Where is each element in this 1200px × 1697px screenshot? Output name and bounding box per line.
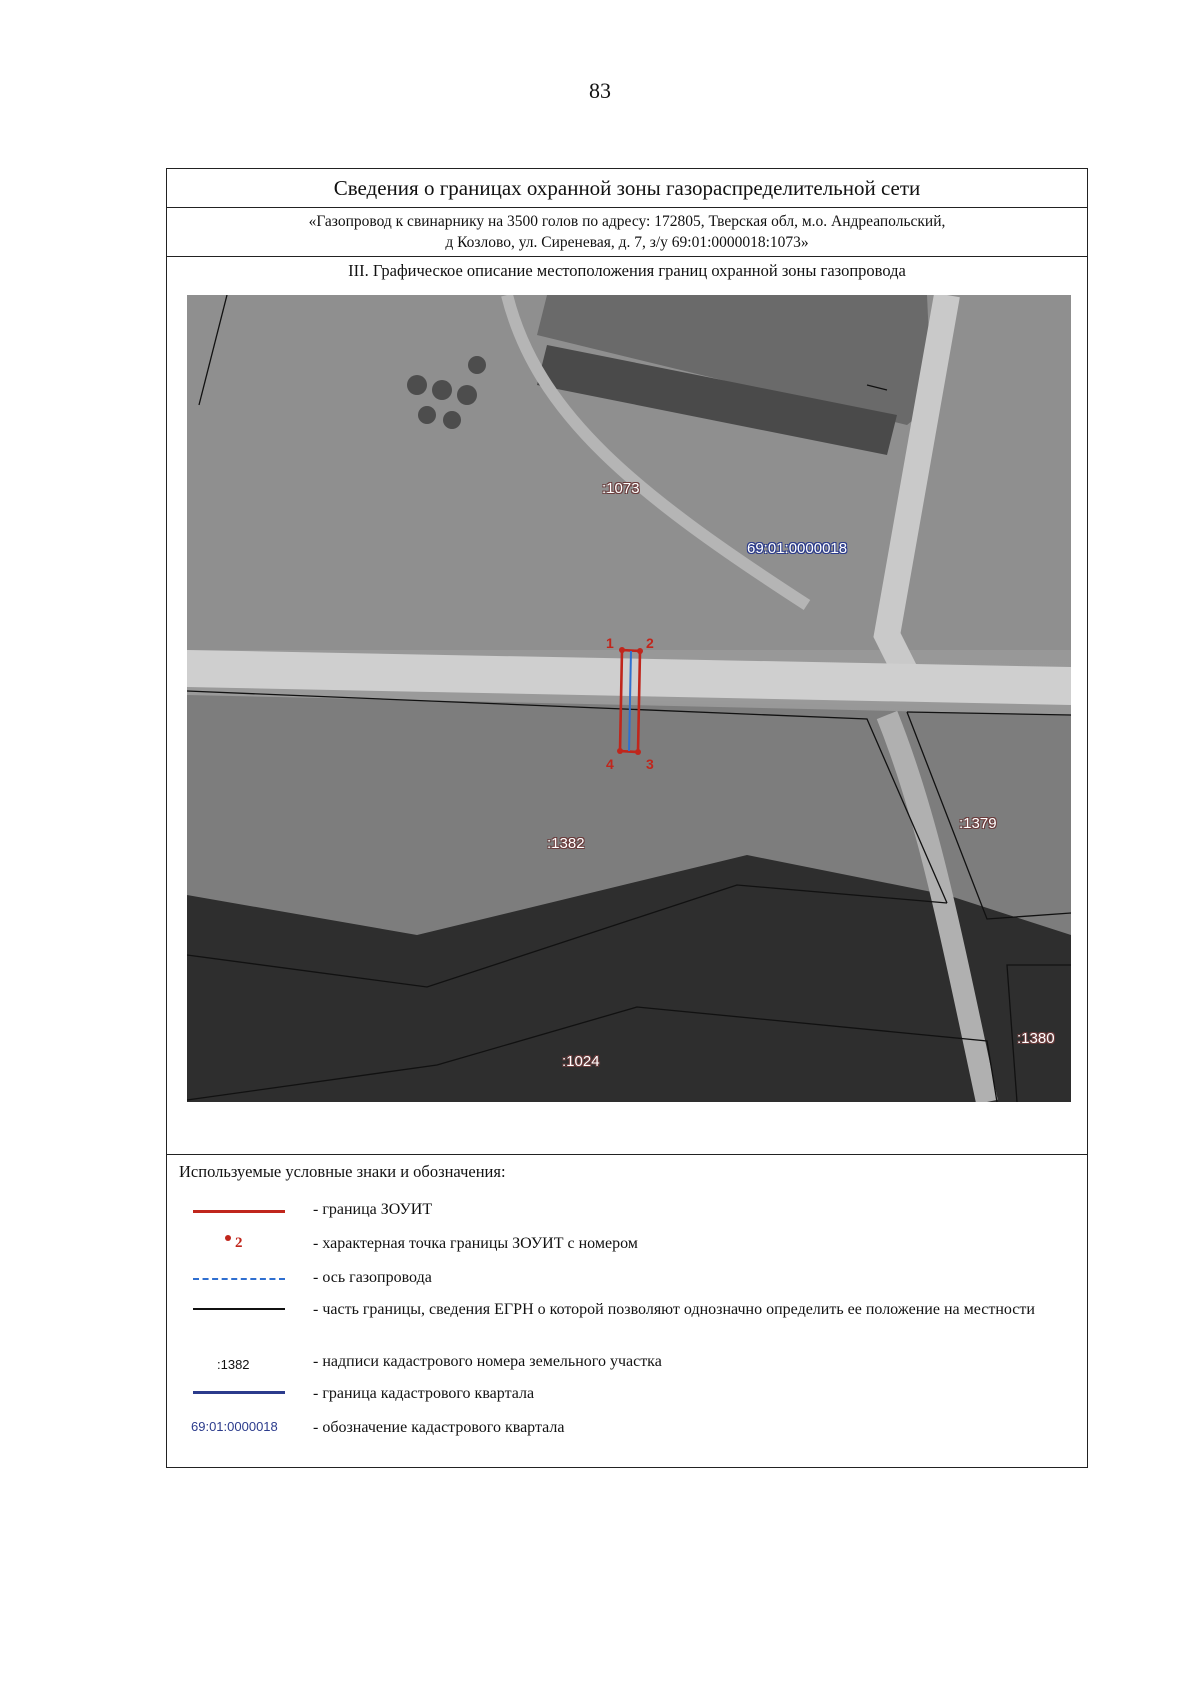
parcel-label-sample: :1382	[217, 1357, 250, 1372]
legend-text-1: - граница ЗОУИТ	[313, 1201, 433, 1218]
legend-item-boundary-part	[167, 1295, 1087, 1343]
parcel-label-1380: :1380	[1017, 1030, 1055, 1047]
document-frame	[166, 168, 1088, 1468]
subject-description	[167, 207, 1087, 257]
legend-item-parcel-label	[167, 1349, 1087, 1383]
blue-dashed-line-icon	[183, 1261, 293, 1295]
subject-line-2: д Козлово, ул. Сиреневая, д. 7, з/у 69:01:0000018:1073»	[445, 234, 809, 251]
point-label-2: 2	[646, 635, 654, 651]
red-point-icon	[183, 1227, 293, 1261]
section-title: III. Графическое описание местоположения границ охранной зоны газопровода	[348, 261, 906, 280]
point-label-3: 3	[646, 756, 654, 772]
legend-text-5: - надписи кадастрового номера земельного участка	[313, 1353, 662, 1370]
red-line-icon	[183, 1193, 293, 1227]
page-number: 83	[589, 78, 611, 103]
legend-item-point	[167, 1227, 1087, 1261]
black-line-icon	[183, 1295, 293, 1343]
legend-text-7: - обозначение кадастрового квартала	[313, 1419, 565, 1436]
aerial-map	[187, 295, 1071, 1102]
parcel-label-1024: :1024	[562, 1053, 600, 1070]
subject-line-1: «Газопровод к свинарнику на 3500 голов по адресу: 172805, Тверская обл, м.о. Андреапольский,	[308, 213, 946, 230]
parcel-label-1379: :1379	[959, 815, 997, 832]
map-divider	[167, 1154, 1087, 1155]
point-label-1: 1	[606, 635, 614, 651]
point-sample: 2	[235, 1235, 243, 1251]
legend-item-zone-boundary	[167, 1193, 1087, 1227]
legend-item-quarter-label	[167, 1413, 1087, 1447]
legend-text-2: - характерная точка границы ЗОУИТ с номером	[313, 1235, 638, 1252]
map-graphics	[187, 295, 1071, 1102]
point-label-4: 4	[606, 756, 614, 772]
quarter-label: 69:01:0000018	[747, 540, 848, 557]
legend-item-quarter-boundary	[167, 1381, 1087, 1415]
parcel-label-1382: :1382	[547, 835, 585, 852]
legend-text-6: - граница кадастрового квартала	[313, 1385, 535, 1402]
legend-text-3: - ось газопровода	[313, 1269, 432, 1286]
legend-item-axis	[167, 1261, 1087, 1295]
document-title: Сведения о границах охранной зоны газораспределительной сети	[167, 169, 1087, 208]
legend-title: Используемые условные знаки и обозначения:	[179, 1162, 506, 1181]
navy-line-icon	[183, 1381, 293, 1415]
parcel-label-1073: :1073	[602, 480, 640, 497]
quarter-label-sample: 69:01:0000018	[191, 1419, 278, 1434]
legend-text-4: - часть границы, сведения ЕГРН о которой позволяют однозначно определить ее положение на местности	[313, 1301, 1035, 1318]
